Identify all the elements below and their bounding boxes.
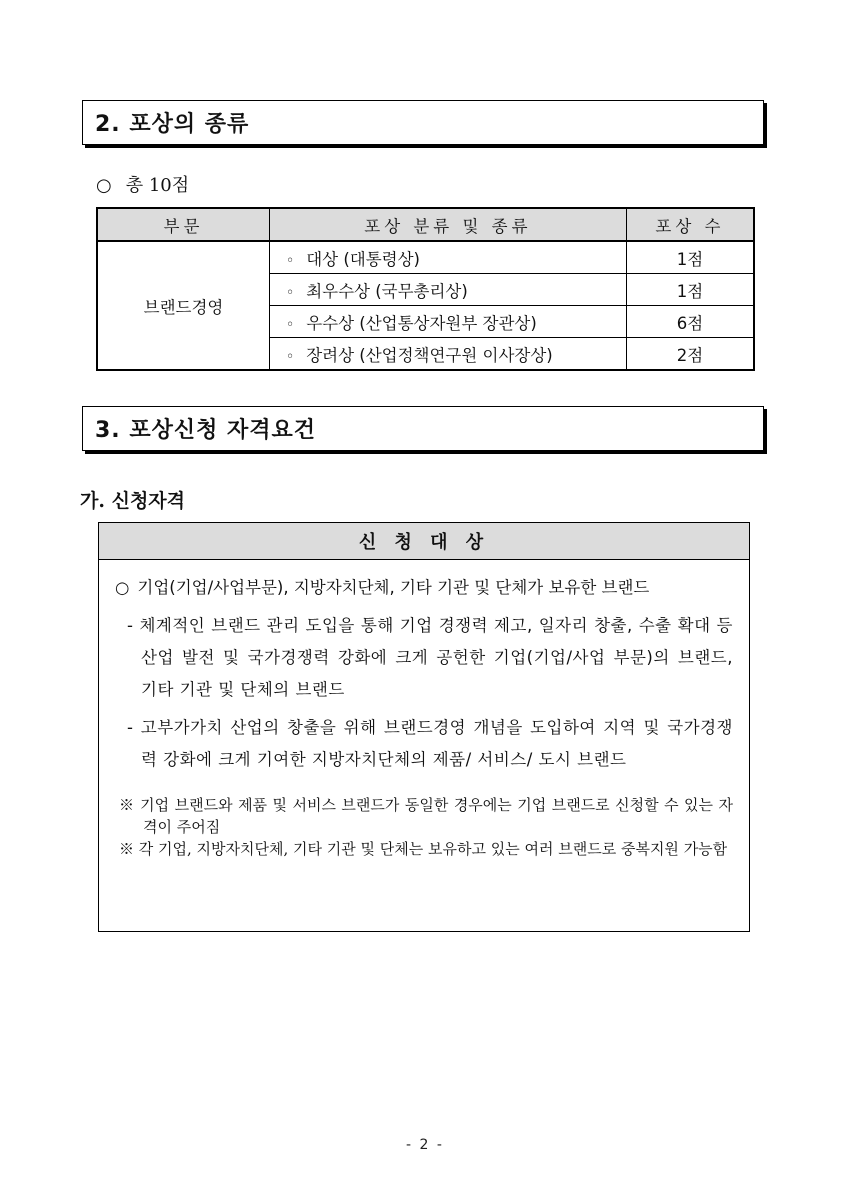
circle-bullet-icon: ○ xyxy=(115,578,130,597)
table-row xyxy=(97,241,754,274)
page-number: - 2 - xyxy=(406,1137,444,1153)
eligibility-item: - 고부가가치 산업의 창출을 위해 브랜드경영 개념을 도입하여 지역 및 국가경쟁력 강화에 크게 기여한 지방자치단체의 제품/ 서비스/ 도시 브랜드 xyxy=(127,718,733,769)
small-circle-bullet-icon: ◦ xyxy=(285,348,295,365)
section-2-title: 2. 포상의 종류 xyxy=(95,112,250,137)
award-name-cell xyxy=(269,306,626,338)
header-award-type: 포상 분류 및 종류 xyxy=(269,208,626,241)
section-3-title: 3. 포상신청 자격요건 xyxy=(95,418,316,443)
eligibility-title: 신 청 대 상 xyxy=(99,523,749,560)
section-3-header xyxy=(82,406,764,451)
eligibility-note: ※ 기업 브랜드와 제품 및 서비스 브랜드가 동일한 경우에는 기업 브랜드로 신청할 수 있는 자격이 주어짐 xyxy=(119,796,733,836)
award-name: 장려상 (산업정책연구원 이사장상) xyxy=(306,345,553,365)
award-count: 2점 xyxy=(626,338,754,371)
subsection-title: 가. 신청자격 xyxy=(80,490,185,512)
eligibility-main-text: 기업(기업/사업부문), 지방자치단체, 기타 기관 및 단체가 보유한 브랜드 xyxy=(137,578,650,597)
award-count: 1점 xyxy=(626,274,754,306)
small-circle-bullet-icon: ◦ xyxy=(285,284,295,301)
eligibility-item: - 체계적인 브랜드 관리 도입을 통해 기업 경쟁력 제고, 일자리 창출, 수출 확대 등 산업 발전 및 국가경쟁력 강화에 크게 공헌한 기업(기업/사업 부문)의 브랜드, 기타 기관 및 단체의 브랜드 xyxy=(127,616,733,699)
header-award-count: 포상 수 xyxy=(626,208,754,241)
award-name-cell xyxy=(269,338,626,371)
award-name: 우수상 (산업통상자원부 장관상) xyxy=(306,313,537,333)
eligibility-body xyxy=(99,560,749,860)
eligibility-notes xyxy=(115,794,733,860)
award-name-cell xyxy=(269,241,626,274)
small-circle-bullet-icon: ◦ xyxy=(285,252,295,269)
award-name: 대상 (대통령상) xyxy=(306,249,420,269)
eligibility-note: ※ 각 기업, 지방자치단체, 기타 기관 및 단체는 보유하고 있는 여러 브랜드로 중복지원 가능함 xyxy=(119,840,728,858)
category-cell: 브랜드경영 xyxy=(97,241,269,370)
eligibility-box xyxy=(98,522,750,932)
section-2-header xyxy=(82,100,764,145)
award-count: 1점 xyxy=(626,241,754,274)
small-circle-bullet-icon: ◦ xyxy=(285,316,295,333)
eligibility-main xyxy=(115,572,733,604)
award-name-cell xyxy=(269,274,626,306)
award-count: 6점 xyxy=(626,306,754,338)
header-category: 부문 xyxy=(97,208,269,241)
total-awards-line xyxy=(96,171,189,197)
circle-bullet-icon: ○ xyxy=(96,175,112,196)
table-header-row xyxy=(97,208,754,241)
total-awards-text: 총 10점 xyxy=(125,175,190,196)
awards-table xyxy=(96,207,755,371)
award-name: 최우수상 (국무총리상) xyxy=(306,281,468,301)
